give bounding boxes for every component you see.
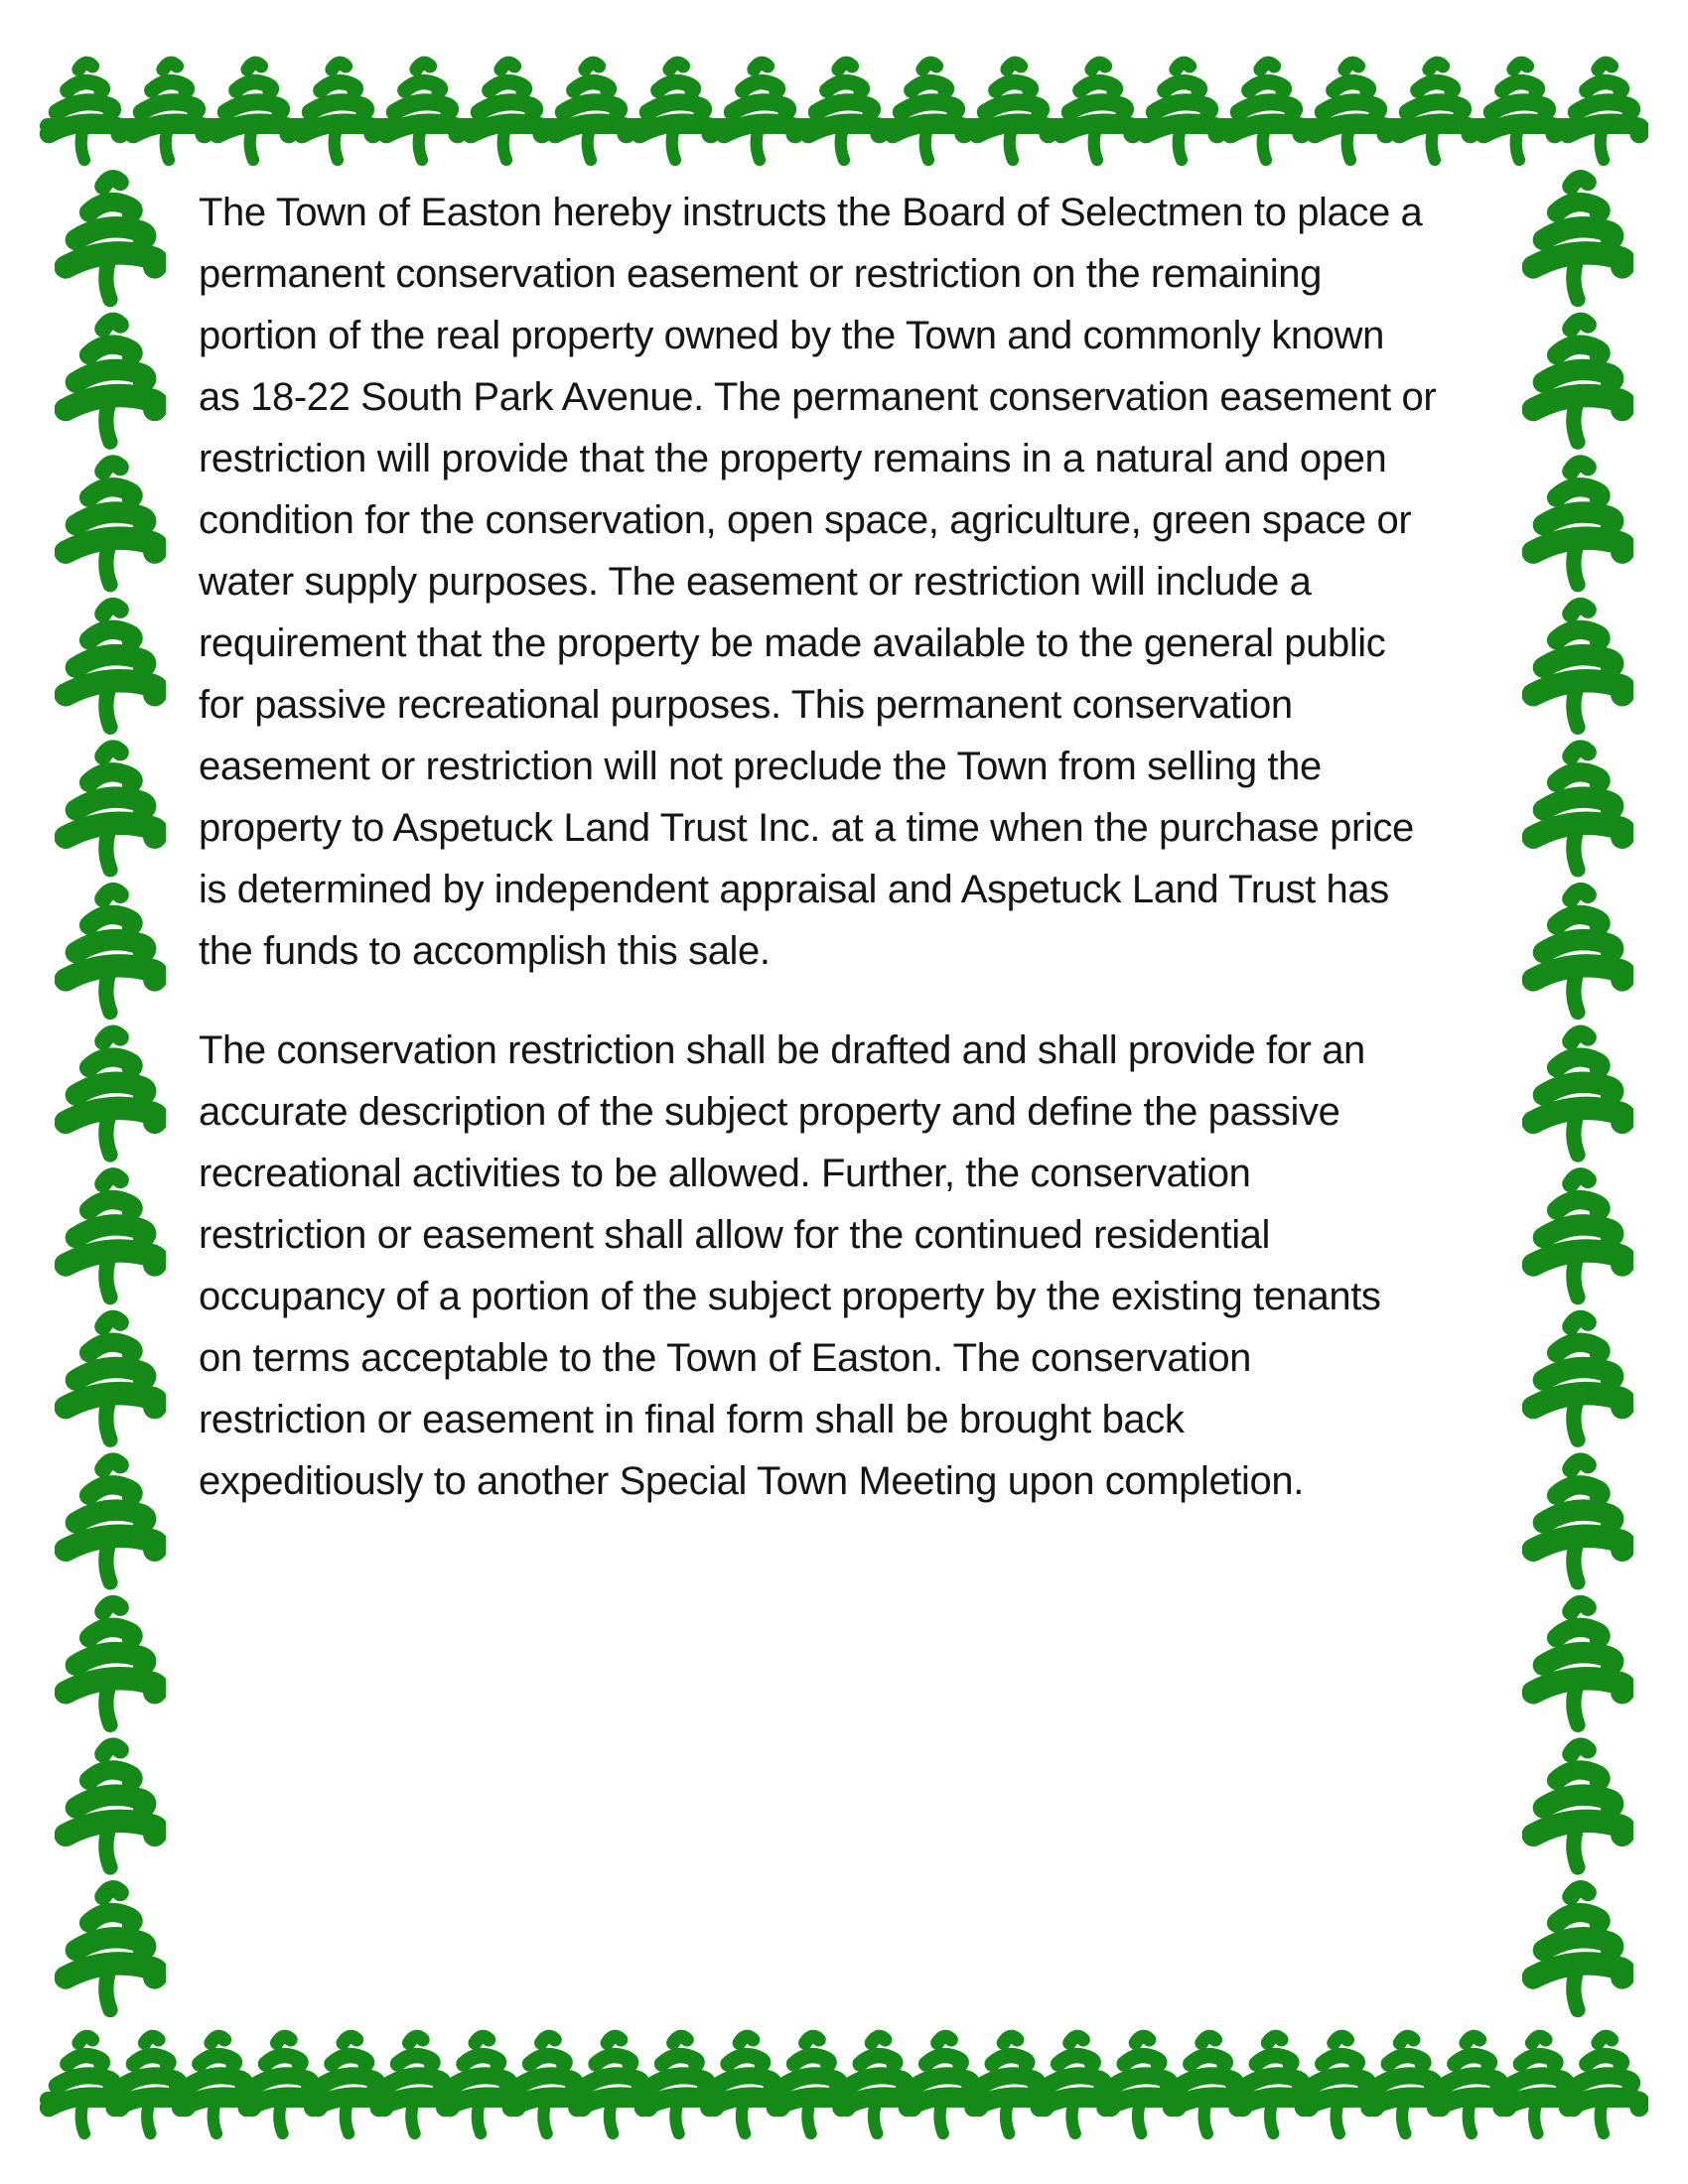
top-tree-border: [40, 48, 1648, 179]
text-line: recreational activities to be allowed. Further, the conservation: [199, 1152, 1251, 1195]
text-line: requirement that the property be made available to the general public: [199, 621, 1386, 665]
paragraph: [199, 182, 1499, 982]
text-line: restriction or easement in final form shall be brought back: [199, 1398, 1185, 1441]
text-line: The Town of Easton hereby instructs the Board of Selectmen to place a: [199, 191, 1423, 234]
text-line: on terms acceptable to the Town of Easton. The conservation: [199, 1336, 1252, 1380]
text-line: for passive recreational purposes. This permanent conservation: [199, 683, 1293, 727]
text-line: occupancy of a portion of the subject property by the existing tenants: [199, 1275, 1381, 1318]
text-line: property to Aspetuck Land Trust Inc. at a time when the purchase price: [199, 806, 1414, 850]
text-line: permanent conservation easement or restriction on the remaining: [199, 252, 1322, 296]
text-line: condition for the conservation, open space, agriculture, green space or: [199, 498, 1412, 542]
paragraph: [199, 1020, 1499, 1512]
text-line: the funds to accomplish this sale.: [199, 929, 771, 973]
right-tree-border: [1517, 169, 1638, 2021]
bottom-tree-border: [40, 2017, 1648, 2156]
text-line: expeditiously to another Special Town Meeting upon completion.: [199, 1459, 1304, 1503]
text-line: is determined by independent appraisal and Aspetuck Land Trust has: [199, 868, 1389, 911]
text-line: restriction will provide that the property remains in a natural and open: [199, 437, 1387, 480]
text-line: as 18-22 South Park Avenue. The permanent conservation easement or: [199, 375, 1437, 419]
text-line: portion of the real property owned by the Town and commonly known: [199, 314, 1384, 357]
left-tree-border: [50, 169, 171, 2021]
text-line: accurate description of the subject property and define the passive: [199, 1090, 1340, 1134]
text-line: easement or restriction will not preclude the Town from selling the: [199, 745, 1322, 788]
document-text: [199, 182, 1499, 1550]
text-line: restriction or easement shall allow for the continued residential: [199, 1213, 1271, 1257]
text-line: The conservation restriction shall be drafted and shall provide for an: [199, 1028, 1365, 1072]
text-line: water supply purposes. The easement or restriction will include a: [199, 560, 1312, 604]
